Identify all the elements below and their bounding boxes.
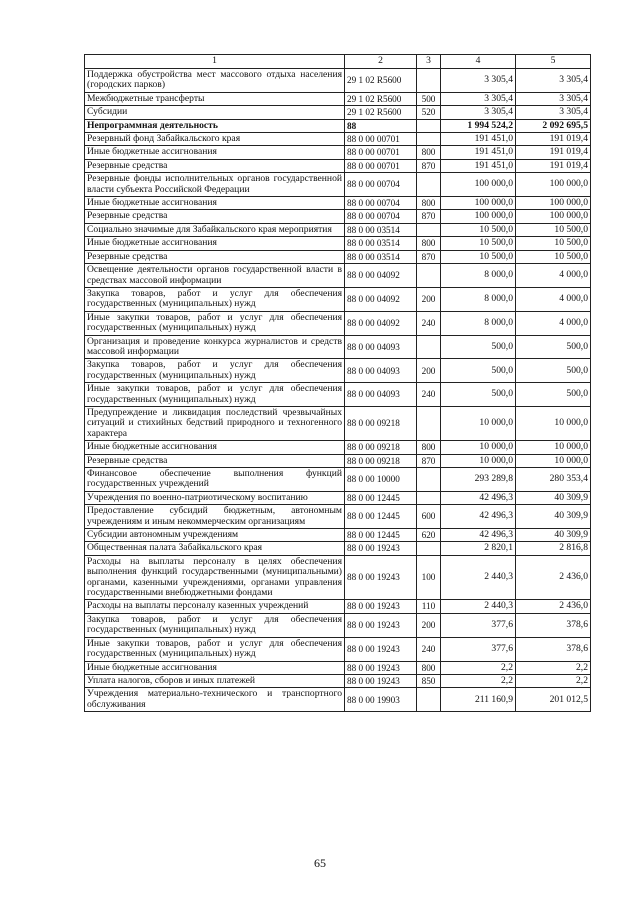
row-type-cell: 800 bbox=[417, 237, 441, 250]
row-type-cell: 800 bbox=[417, 441, 441, 454]
row-code-cell: 88 0 00 09218 bbox=[345, 441, 417, 454]
table-row bbox=[85, 133, 591, 146]
row-value-1-cell: 2,2 bbox=[441, 661, 516, 674]
row-code-cell: 88 0 00 04093 bbox=[345, 383, 417, 407]
table-row bbox=[85, 335, 591, 359]
row-type-cell: 200 bbox=[417, 287, 441, 311]
row-code-cell: 88 0 00 00704 bbox=[345, 197, 417, 210]
row-name-cell: Закупка товаров, работ и услуг для обеспечения государственных (муниципальных) нужд bbox=[85, 613, 345, 637]
row-name-cell: Резервные средства bbox=[85, 159, 345, 172]
row-name-cell: Финансовое обеспечение выполнения функций государственных учреждений bbox=[85, 468, 345, 492]
row-value-2-cell: 10 500,0 bbox=[516, 250, 591, 263]
row-value-1-cell: 42 496,3 bbox=[441, 505, 516, 529]
row-value-1-cell: 10 000,0 bbox=[441, 406, 516, 440]
row-value-2-cell: 2 092 695,5 bbox=[516, 119, 591, 132]
table-row bbox=[85, 688, 591, 712]
row-value-1-cell: 2 440,3 bbox=[441, 600, 516, 613]
row-value-2-cell: 2,2 bbox=[516, 661, 591, 674]
row-value-2-cell: 10 500,0 bbox=[516, 237, 591, 250]
row-value-2-cell: 191 019,4 bbox=[516, 146, 591, 159]
row-name-cell: Закупка товаров, работ и услуг для обеспечения государственных (муниципальных) нужд bbox=[85, 287, 345, 311]
row-code-cell: 88 0 00 19903 bbox=[345, 688, 417, 712]
row-value-1-cell: 191 451,0 bbox=[441, 146, 516, 159]
table-row bbox=[85, 406, 591, 440]
table-row bbox=[85, 197, 591, 210]
row-name-cell: Субсидии bbox=[85, 106, 345, 119]
row-name-cell: Субсидии автономным учреждениям bbox=[85, 529, 345, 542]
row-code-cell: 29 1 02 R5600 bbox=[345, 92, 417, 105]
row-value-2-cell: 10 500,0 bbox=[516, 223, 591, 236]
row-code-cell: 88 0 00 12445 bbox=[345, 529, 417, 542]
row-value-2-cell: 10 000,0 bbox=[516, 406, 591, 440]
table-row bbox=[85, 505, 591, 529]
table-row bbox=[85, 555, 591, 600]
row-name-cell: Поддержка обустройства мест массового отдыха населения (городских парков) bbox=[85, 69, 345, 93]
row-type-cell: 200 bbox=[417, 359, 441, 383]
row-code-cell: 88 0 00 03514 bbox=[345, 223, 417, 236]
row-value-1-cell: 191 451,0 bbox=[441, 159, 516, 172]
row-value-1-cell: 10 500,0 bbox=[441, 250, 516, 263]
header-cell-2: 2 bbox=[345, 55, 417, 69]
row-type-cell bbox=[417, 688, 441, 712]
row-value-2-cell: 4 000,0 bbox=[516, 264, 591, 288]
row-type-cell: 500 bbox=[417, 92, 441, 105]
row-code-cell: 88 0 00 04092 bbox=[345, 264, 417, 288]
header-cell-4: 4 bbox=[441, 55, 516, 69]
table-row bbox=[85, 173, 591, 197]
row-type-cell: 240 bbox=[417, 383, 441, 407]
table-row bbox=[85, 287, 591, 311]
row-value-2-cell: 10 000,0 bbox=[516, 441, 591, 454]
table-row bbox=[85, 146, 591, 159]
row-type-cell: 200 bbox=[417, 613, 441, 637]
row-type-cell: 800 bbox=[417, 197, 441, 210]
row-value-2-cell: 280 353,4 bbox=[516, 468, 591, 492]
table-row bbox=[85, 264, 591, 288]
row-code-cell: 88 0 00 19243 bbox=[345, 674, 417, 687]
table-row bbox=[85, 491, 591, 504]
row-value-1-cell: 3 305,4 bbox=[441, 69, 516, 93]
page-number: 65 bbox=[314, 856, 326, 870]
row-code-cell: 88 0 00 03514 bbox=[345, 237, 417, 250]
table-row bbox=[85, 661, 591, 674]
row-name-cell: Резервные средства bbox=[85, 250, 345, 263]
row-type-cell bbox=[417, 173, 441, 197]
row-code-cell: 88 0 00 03514 bbox=[345, 250, 417, 263]
row-type-cell: 870 bbox=[417, 210, 441, 223]
row-name-cell: Закупка товаров, работ и услуг для обеспечения государственных (муниципальных) нужд bbox=[85, 359, 345, 383]
row-name-cell: Расходы на выплаты персоналу в целях обеспечения выполнения функций государственными (муниципальными) органами, казенными учреждениями, органами управления государственными внебюджетными фондами bbox=[85, 555, 345, 600]
row-name-cell: Иные закупки товаров, работ и услуг для обеспечения государственных (муниципальных) нужд bbox=[85, 311, 345, 335]
table-row bbox=[85, 159, 591, 172]
row-value-1-cell: 293 289,8 bbox=[441, 468, 516, 492]
row-name-cell: Общественная палата Забайкальского края bbox=[85, 542, 345, 555]
row-type-cell bbox=[417, 335, 441, 359]
row-code-cell: 88 0 00 19243 bbox=[345, 661, 417, 674]
row-name-cell: Социально значимые для Забайкальского края мероприятия bbox=[85, 223, 345, 236]
table-row bbox=[85, 250, 591, 263]
row-value-1-cell: 8 000,0 bbox=[441, 287, 516, 311]
table-row bbox=[85, 237, 591, 250]
row-value-2-cell: 2 436,0 bbox=[516, 555, 591, 600]
row-code-cell: 88 0 00 00704 bbox=[345, 210, 417, 223]
row-type-cell bbox=[417, 468, 441, 492]
row-code-cell: 88 0 00 19243 bbox=[345, 542, 417, 555]
table-row bbox=[85, 210, 591, 223]
table-row bbox=[85, 69, 591, 93]
row-code-cell: 88 0 00 19243 bbox=[345, 637, 417, 661]
row-type-cell bbox=[417, 133, 441, 146]
table-row bbox=[85, 637, 591, 661]
row-type-cell bbox=[417, 542, 441, 555]
row-code-cell: 29 1 02 R5600 bbox=[345, 106, 417, 119]
row-type-cell bbox=[417, 406, 441, 440]
row-value-1-cell: 10 000,0 bbox=[441, 441, 516, 454]
row-value-2-cell: 40 309,9 bbox=[516, 491, 591, 504]
row-code-cell: 88 0 00 10000 bbox=[345, 468, 417, 492]
row-code-cell: 88 0 00 09218 bbox=[345, 406, 417, 440]
row-name-cell: Иные бюджетные ассигнования bbox=[85, 661, 345, 674]
row-value-2-cell: 40 309,9 bbox=[516, 505, 591, 529]
row-value-2-cell: 100 000,0 bbox=[516, 210, 591, 223]
row-type-cell: 100 bbox=[417, 555, 441, 600]
row-value-2-cell: 2 816,8 bbox=[516, 542, 591, 555]
row-value-2-cell: 378,6 bbox=[516, 637, 591, 661]
row-name-cell: Уплата налогов, сборов и иных платежей bbox=[85, 674, 345, 687]
row-name-cell: Иные бюджетные ассигнования bbox=[85, 197, 345, 210]
row-type-cell: 800 bbox=[417, 146, 441, 159]
row-type-cell: 870 bbox=[417, 159, 441, 172]
row-value-1-cell: 10 500,0 bbox=[441, 237, 516, 250]
row-code-cell: 88 0 00 04092 bbox=[345, 287, 417, 311]
row-value-2-cell: 500,0 bbox=[516, 335, 591, 359]
row-value-2-cell: 100 000,0 bbox=[516, 197, 591, 210]
row-name-cell: Освещение деятельности органов государственной власти в средствах массовой информации bbox=[85, 264, 345, 288]
row-value-1-cell: 2 820,1 bbox=[441, 542, 516, 555]
row-name-cell: Учреждения по военно-патриотическому воспитанию bbox=[85, 491, 345, 504]
row-name-cell: Предупреждение и ликвидация последствий чрезвычайных ситуаций и стихийных бедствий природного и техногенного характера bbox=[85, 406, 345, 440]
row-value-1-cell: 500,0 bbox=[441, 383, 516, 407]
row-code-cell: 29 1 02 R5600 bbox=[345, 69, 417, 93]
row-value-1-cell: 10 000,0 bbox=[441, 454, 516, 467]
row-name-cell: Резервные фонды исполнительных органов государственной власти субъекта Российской Федерации bbox=[85, 173, 345, 197]
row-name-cell: Межбюджетные трансферты bbox=[85, 92, 345, 105]
row-name-cell: Организация и проведение конкурса журналистов и средств массовой информации bbox=[85, 335, 345, 359]
row-value-1-cell: 10 500,0 bbox=[441, 223, 516, 236]
row-type-cell: 870 bbox=[417, 250, 441, 263]
row-value-1-cell: 1 994 524,2 bbox=[441, 119, 516, 132]
table-row bbox=[85, 359, 591, 383]
row-code-cell: 88 0 00 12445 bbox=[345, 505, 417, 529]
row-code-cell: 88 0 00 09218 bbox=[345, 454, 417, 467]
row-value-1-cell: 211 160,9 bbox=[441, 688, 516, 712]
table-row bbox=[85, 468, 591, 492]
row-value-1-cell: 3 305,4 bbox=[441, 106, 516, 119]
header-cell-5: 5 bbox=[516, 55, 591, 69]
row-value-2-cell: 3 305,4 bbox=[516, 92, 591, 105]
row-code-cell: 88 0 00 00701 bbox=[345, 146, 417, 159]
row-value-2-cell: 500,0 bbox=[516, 383, 591, 407]
row-name-cell: Иные закупки товаров, работ и услуг для обеспечения государственных (муниципальных) нужд bbox=[85, 383, 345, 407]
row-type-cell bbox=[417, 223, 441, 236]
row-code-cell: 88 0 00 19243 bbox=[345, 613, 417, 637]
header-cell-3: 3 bbox=[417, 55, 441, 69]
row-value-2-cell: 2,2 bbox=[516, 674, 591, 687]
table-row bbox=[85, 674, 591, 687]
row-code-cell: 88 0 00 00701 bbox=[345, 133, 417, 146]
row-name-cell: Резервный фонд Забайкальского края bbox=[85, 133, 345, 146]
row-value-2-cell: 40 309,9 bbox=[516, 529, 591, 542]
table-row bbox=[85, 441, 591, 454]
row-name-cell: Иные бюджетные ассигнования bbox=[85, 237, 345, 250]
row-value-1-cell: 377,6 bbox=[441, 637, 516, 661]
row-value-2-cell: 4 000,0 bbox=[516, 311, 591, 335]
row-value-1-cell: 2,2 bbox=[441, 674, 516, 687]
budget-table bbox=[84, 54, 591, 712]
row-name-cell: Предоставление субсидий бюджетным, автономным учреждениям и иным некоммерческим организациям bbox=[85, 505, 345, 529]
row-code-cell: 88 bbox=[345, 119, 417, 132]
row-type-cell: 240 bbox=[417, 311, 441, 335]
row-type-cell bbox=[417, 491, 441, 504]
row-code-cell: 88 0 00 19243 bbox=[345, 555, 417, 600]
row-type-cell: 620 bbox=[417, 529, 441, 542]
table-row bbox=[85, 92, 591, 105]
row-value-2-cell: 201 012,5 bbox=[516, 688, 591, 712]
table-row bbox=[85, 223, 591, 236]
row-name-cell: Иные закупки товаров, работ и услуг для обеспечения государственных (муниципальных) нужд bbox=[85, 637, 345, 661]
row-value-2-cell: 378,6 bbox=[516, 613, 591, 637]
row-value-2-cell: 2 436,0 bbox=[516, 600, 591, 613]
row-type-cell bbox=[417, 69, 441, 93]
row-code-cell: 88 0 00 04093 bbox=[345, 359, 417, 383]
row-value-1-cell: 500,0 bbox=[441, 335, 516, 359]
row-value-2-cell: 3 305,4 bbox=[516, 69, 591, 93]
row-type-cell bbox=[417, 264, 441, 288]
row-type-cell bbox=[417, 119, 441, 132]
row-value-2-cell: 191 019,4 bbox=[516, 133, 591, 146]
table-row bbox=[85, 454, 591, 467]
row-code-cell: 88 0 00 12445 bbox=[345, 491, 417, 504]
row-type-cell: 850 bbox=[417, 674, 441, 687]
row-type-cell: 240 bbox=[417, 637, 441, 661]
table-row bbox=[85, 106, 591, 119]
row-value-1-cell: 42 496,3 bbox=[441, 529, 516, 542]
table-row bbox=[85, 613, 591, 637]
row-value-2-cell: 191 019,4 bbox=[516, 159, 591, 172]
table-body bbox=[85, 55, 591, 712]
row-value-1-cell: 8 000,0 bbox=[441, 311, 516, 335]
table-row bbox=[85, 529, 591, 542]
row-code-cell: 88 0 00 00704 bbox=[345, 173, 417, 197]
row-name-cell: Резервные средства bbox=[85, 210, 345, 223]
row-value-1-cell: 500,0 bbox=[441, 359, 516, 383]
table-row bbox=[85, 383, 591, 407]
row-value-1-cell: 377,6 bbox=[441, 613, 516, 637]
table-row bbox=[85, 311, 591, 335]
row-value-1-cell: 8 000,0 bbox=[441, 264, 516, 288]
row-name-cell: Резервные средства bbox=[85, 454, 345, 467]
row-value-2-cell: 4 000,0 bbox=[516, 287, 591, 311]
row-value-1-cell: 2 440,3 bbox=[441, 555, 516, 600]
row-name-cell: Непрограммная деятельность bbox=[85, 119, 345, 132]
table-row bbox=[85, 600, 591, 613]
row-type-cell: 800 bbox=[417, 661, 441, 674]
row-value-1-cell: 42 496,3 bbox=[441, 491, 516, 504]
row-type-cell: 870 bbox=[417, 454, 441, 467]
row-name-cell: Иные бюджетные ассигнования bbox=[85, 146, 345, 159]
row-value-1-cell: 100 000,0 bbox=[441, 173, 516, 197]
row-code-cell: 88 0 00 00701 bbox=[345, 159, 417, 172]
row-type-cell: 600 bbox=[417, 505, 441, 529]
row-value-2-cell: 500,0 bbox=[516, 359, 591, 383]
row-value-2-cell: 3 305,4 bbox=[516, 106, 591, 119]
row-type-cell: 110 bbox=[417, 600, 441, 613]
header-cell-1: 1 bbox=[85, 55, 345, 69]
table-row bbox=[85, 119, 591, 132]
row-name-cell: Расходы на выплаты персоналу казенных учреждений bbox=[85, 600, 345, 613]
row-code-cell: 88 0 00 04093 bbox=[345, 335, 417, 359]
row-value-1-cell: 191 451,0 bbox=[441, 133, 516, 146]
row-value-1-cell: 3 305,4 bbox=[441, 92, 516, 105]
row-code-cell: 88 0 00 19243 bbox=[345, 600, 417, 613]
row-code-cell: 88 0 00 04092 bbox=[345, 311, 417, 335]
header-row bbox=[85, 55, 591, 69]
row-value-2-cell: 100 000,0 bbox=[516, 173, 591, 197]
row-value-1-cell: 100 000,0 bbox=[441, 210, 516, 223]
row-value-1-cell: 100 000,0 bbox=[441, 197, 516, 210]
row-name-cell: Учреждения материально-технического и транспортного обслуживания bbox=[85, 688, 345, 712]
row-name-cell: Иные бюджетные ассигнования bbox=[85, 441, 345, 454]
row-type-cell: 520 bbox=[417, 106, 441, 119]
table-row bbox=[85, 542, 591, 555]
row-value-2-cell: 10 000,0 bbox=[516, 454, 591, 467]
